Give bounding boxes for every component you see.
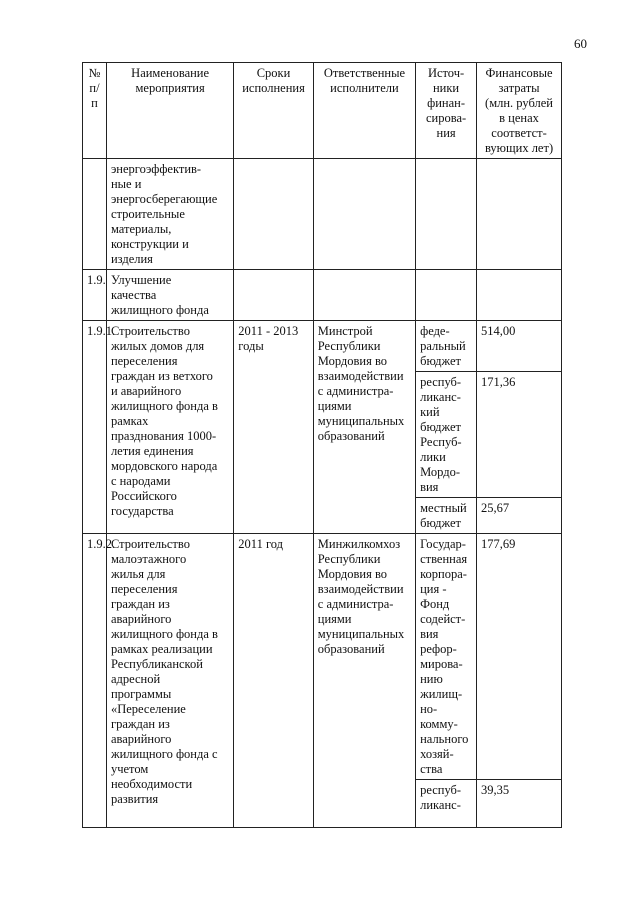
cell-num: 1.9.1. <box>83 321 107 534</box>
cell-name: Строительство жилых домов для переселения граждан из ветхого и аварийного жилищного фонда в рамках празднования 1000- летия единения мордовского народа с народами Российского государства <box>106 321 233 534</box>
cell-responsible <box>313 159 415 270</box>
table-row-1-9-2 <box>83 534 562 780</box>
table-row-continued <box>83 159 562 270</box>
cell-source <box>416 159 477 270</box>
header-num: № п/п <box>83 63 107 159</box>
cell-source: респуб- ликанс- <box>416 780 477 828</box>
table-row-1-9-1 <box>83 321 562 372</box>
header-terms: Сроки исполнения <box>234 63 313 159</box>
cell-name: энергоэффектив- ные и энергосберегающие строительные материалы, конструкции и изделия <box>106 159 233 270</box>
cell-amount: 39,35 <box>477 780 562 828</box>
header-name: Наименование мероприятия <box>106 63 233 159</box>
cell-source <box>416 270 477 321</box>
cell-num: 1.9. <box>83 270 107 321</box>
cell-amount: 25,67 <box>477 498 562 534</box>
cell-terms: 2011 год <box>234 534 313 828</box>
cell-amount: 171,36 <box>477 372 562 498</box>
cell-amount <box>477 270 562 321</box>
measures-table <box>82 62 562 828</box>
cell-source: феде- ральный бюджет <box>416 321 477 372</box>
header-responsible: Ответственные исполнители <box>313 63 415 159</box>
table-row-1-9 <box>83 270 562 321</box>
table-header-row <box>83 63 562 159</box>
cell-amount <box>477 159 562 270</box>
cell-num <box>83 159 107 270</box>
cell-amount: 177,69 <box>477 534 562 780</box>
cell-source: местный бюджет <box>416 498 477 534</box>
cell-responsible: Минжилкомхоз Республики Мордовия во взаимодействии с администра- циями муниципальных образований <box>313 534 415 828</box>
cell-responsible <box>313 270 415 321</box>
cell-source: Государ- ственная корпора- ция - Фонд содейст- вия рефор- мирова- нию жилищ- но- комму- нального хозяй- ства <box>416 534 477 780</box>
cell-name: Улучшение качества жилищного фонда <box>106 270 233 321</box>
header-costs: Финансовые затраты (млн. рублей в ценах соответст- вующих лет) <box>477 63 562 159</box>
cell-num: 1.9.2. <box>83 534 107 828</box>
page-number: 60 <box>574 36 587 51</box>
cell-terms: 2011 - 2013 годы <box>234 321 313 534</box>
cell-terms <box>234 159 313 270</box>
header-sources: Источ- ники финан- сирова- ния <box>416 63 477 159</box>
cell-amount: 514,00 <box>477 321 562 372</box>
cell-source: респуб- ликанс- кий бюджет Респуб- лики Мордо- вия <box>416 372 477 498</box>
cell-name: Строительство малоэтажного жилья для переселения граждан из аварийного жилищного фонда в рамках реализации Республиканской адресной программы «Переселение граждан из аварийного жилищного фонда с учетом необходимости развития <box>106 534 233 828</box>
cell-responsible: Минстрой Республики Мордовия во взаимодействии с администра- циями муниципальных образований <box>313 321 415 534</box>
cell-terms <box>234 270 313 321</box>
